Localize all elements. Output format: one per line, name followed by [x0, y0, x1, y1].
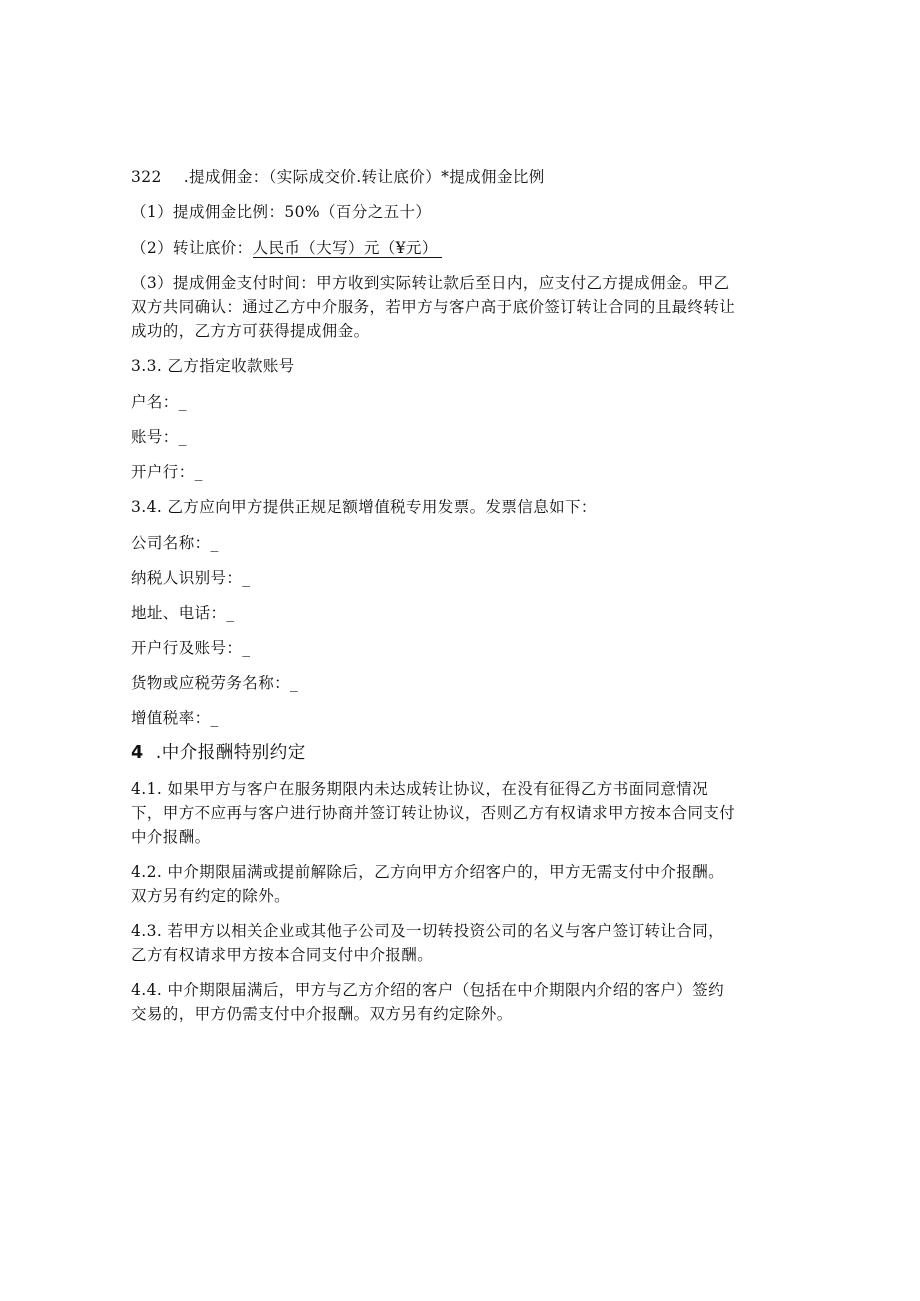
clause-4-3-line-1: 4.3. 若甲方以相关企业或其他子公司及一切转投资公司的名义与客户签订转让合同， — [131, 922, 725, 940]
clause-4-2 — [131, 860, 791, 908]
item-3-payment-time — [131, 271, 791, 343]
field-vat-rate: 增值税率：_ — [131, 709, 219, 727]
field-account-number: 账号：_ — [131, 428, 187, 446]
field-address-phone: 地址、电话：_ — [131, 604, 235, 622]
clause-4-3 — [131, 919, 791, 967]
field-bank: 开户行：_ — [131, 463, 203, 481]
clause-4-4-line-2: 交易的，甲方仍需支付中介报酬。双方另有约定除外。 — [131, 1005, 513, 1023]
item-3-line-1: （3）提成佣金支付时间：甲方收到实际转让款后至日内，应支付乙方提成佣金。甲乙 — [131, 274, 730, 292]
item-3-line-3: 成功的，乙方方可获得提成佣金。 — [131, 322, 370, 340]
item-2-amount-blank: 人民币（大写）元（¥元） — [253, 239, 442, 258]
clause-4-1 — [131, 777, 791, 849]
clause-3-2-2-number: 322 — [131, 168, 162, 186]
field-account-name: 户名：_ — [131, 393, 187, 411]
clause-4-2-line-2: 双方另有约定的除外。 — [131, 887, 291, 905]
field-taxpayer-id: 纳税人识别号：_ — [131, 569, 251, 587]
clause-3-2-2-text: .提成佣金：（实际成交价.转让底价）*提成佣金比例 — [183, 168, 545, 186]
field-goods-services: 货物或应税劳务名称：_ — [131, 674, 299, 692]
section-4-number: 4 — [131, 743, 144, 763]
section-4-heading — [131, 740, 791, 766]
clause-3-4: 3.4. 乙方应向甲方提供正规足额增值税专用发票。发票信息如下： — [131, 498, 597, 516]
clause-4-4 — [131, 978, 791, 1026]
clause-4-4-line-1: 4.4. 中介期限届满后，甲方与乙方介绍的客户（包括在中介期限内介绍的客户）签约 — [131, 981, 725, 999]
item-1-commission-ratio: （1）提成佣金比例：50%（百分之五十） — [131, 203, 432, 221]
item-3-line-2: 双方共同确认：通过乙方中介服务，若甲方与客户高于底价签订转让合同的且最终转让 — [131, 298, 736, 316]
clause-4-1-line-1: 4.1. 如果甲方与客户在服务期限内未达成转让协议，在没有征得乙方书面同意情况 — [131, 780, 709, 798]
clause-4-1-line-3: 中介报酬。 — [131, 828, 211, 846]
field-company-name: 公司名称：_ — [131, 534, 219, 552]
item-2-transfer-base-price — [131, 236, 791, 260]
clause-4-3-line-2: 乙方有权请求甲方按本合同支付中介报酬。 — [131, 946, 434, 964]
item-2-label: （2）转让底价： — [131, 239, 253, 257]
clause-4-2-line-1: 4.2. 中介期限届满或提前解除后，乙方向甲方介绍客户的，甲方无需支付中介报酬。 — [131, 863, 725, 881]
clause-3-2-2 — [131, 165, 791, 189]
field-bank-account: 开户行及账号：_ — [131, 639, 251, 657]
clause-3-3: 3.3. 乙方指定收款账号 — [131, 357, 295, 375]
section-4-title: .中介报酬特别约定 — [155, 743, 306, 763]
clause-4-1-line-2: 下，甲方不应再与客户进行协商并签订转让协议，否则乙方有权请求甲方按本合同支付 — [131, 804, 736, 822]
document-page — [131, 165, 791, 1026]
